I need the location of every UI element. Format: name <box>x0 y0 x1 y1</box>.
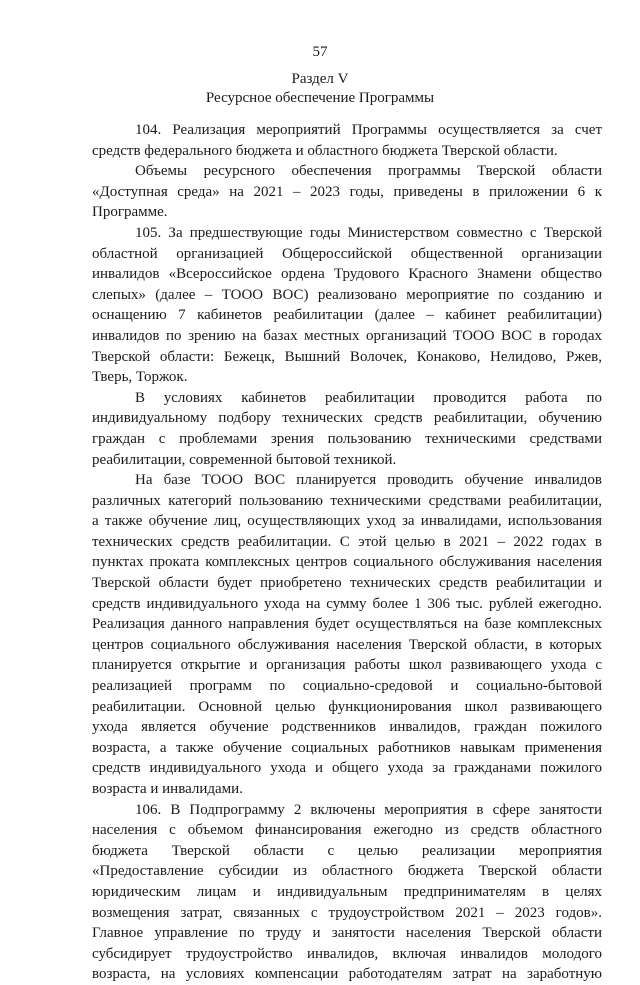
text-line: Объемы ресурсного обеспечения программы Тверской области <box>135 163 602 180</box>
text-line: центров социального обслуживания населения Тверской области, в которых <box>92 636 602 653</box>
page-number: 57 <box>312 44 328 60</box>
text-line: планируется открытие и организация работы школ развивающего ухода с <box>92 657 602 674</box>
text-line: инвалидов по зрению на базах местных организаций ТООО ВОС в городах <box>92 327 602 344</box>
text-line: Реализация данного направления будет осуществляться на базе комплексных <box>92 616 602 633</box>
text-line: технических средств реабилитации. С этой целью в 2021 – 2022 годах в <box>92 533 602 550</box>
section-title: Ресурсное обеспечение Программы <box>205 90 435 106</box>
text-line: возраста, а также обучение социальных работников навыкам применения <box>92 739 602 756</box>
text-line: средств федерального бюджета и областного бюджета Тверской области. <box>92 142 558 159</box>
text-line: возраста и инвалидами. <box>92 781 243 797</box>
text-line: слепых» (далее – ТООО ВОС) реализовано мероприятие по созданию и <box>92 286 602 303</box>
text-line: реабилитации, современной бытовой техникой. <box>92 451 397 468</box>
text-line: различных категорий пользованию техническими средствами реабилитации, <box>92 492 602 509</box>
section-heading <box>0 70 640 108</box>
text-line: индивидуальному подбору технических средств реабилитации, обучению <box>92 410 602 427</box>
text-line: а также обучение лиц, осуществляющих уход за инвалидами, использования <box>92 513 602 530</box>
text-line: Тверской области будет приобретено технических средств реабилитации и <box>92 575 602 592</box>
text-line: Тверской области: Бежецк, Вышний Волочек, Конаково, Нелидово, Ржев, <box>92 348 602 365</box>
text-line: реализацией программ по социально-средовой и социально-бытовой <box>92 678 602 695</box>
text-line: Тверь, Торжок. <box>92 369 188 386</box>
text-line: юридическим лицам и индивидуальным предпринимателям в целях <box>92 883 602 900</box>
text-line: оснащению 7 кабинетов реабилитации (далее – кабинет реабилитации) <box>92 307 602 324</box>
text-line: населения с объемом финансирования ежегодно из средств областного <box>92 822 602 839</box>
text-line: «Предоставление субсидии из областного бюджета Тверской области <box>92 863 602 880</box>
section-label: Раздел V <box>291 71 349 87</box>
text-line: пунктах проката комплексных центров социального обслуживания населения <box>92 554 602 571</box>
text-line: средств индивидуального ухода и общего ухода за гражданами пожилого <box>92 760 602 777</box>
text-line: «Доступная среда» на 2021 – 2023 годы, приведены в приложении 6 к <box>92 183 602 200</box>
text-line: бюджета Тверской области с целью реализации мероприятия <box>92 842 602 859</box>
text-line: Программе. <box>92 204 168 221</box>
text-line: ухода является обучение родственников инвалидов, граждан пожилого <box>92 719 602 736</box>
text-line: В условиях кабинетов реабилитации проводится работа по <box>135 389 602 406</box>
text-line: инвалидов «Всероссийское ордена Трудового Красного Знамени общество <box>92 266 602 283</box>
text-line: возмещения затрат, связанных с трудоустройством 2021 – 2023 годов». <box>92 904 602 921</box>
text-line: 105. За предшествующие годы Министерством совместно с Тверской <box>135 224 602 241</box>
text-line: 106. В Подпрограмму 2 включены мероприятия в сфере занятости <box>135 801 602 818</box>
text-line: возраста, на условиях компенсации работодателям затрат на заработную <box>92 966 602 983</box>
text-line: граждан с проблемами зрения пользованию техническими средствами <box>92 430 602 447</box>
text-line: 104. Реализация мероприятий Программы осуществляется за счет <box>135 122 602 138</box>
body-text <box>92 120 602 985</box>
text-line: На базе ТООО ВОС планируется проводить обучение инвалидов <box>135 472 602 489</box>
text-line: Главное управление по труду и занятости населения Тверской области <box>92 925 602 942</box>
text-line: средств индивидуального ухода на сумму более 1 306 тыс. рублей ежегодно. <box>92 595 602 612</box>
text-line: субсидирует трудоустройство инвалидов, включая инвалидов молодого <box>92 945 602 962</box>
text-line: реабилитации. Основной целью функционирования школ развивающего <box>92 698 602 715</box>
text-line: областной организацией Общероссийской общественной организации <box>92 245 602 262</box>
